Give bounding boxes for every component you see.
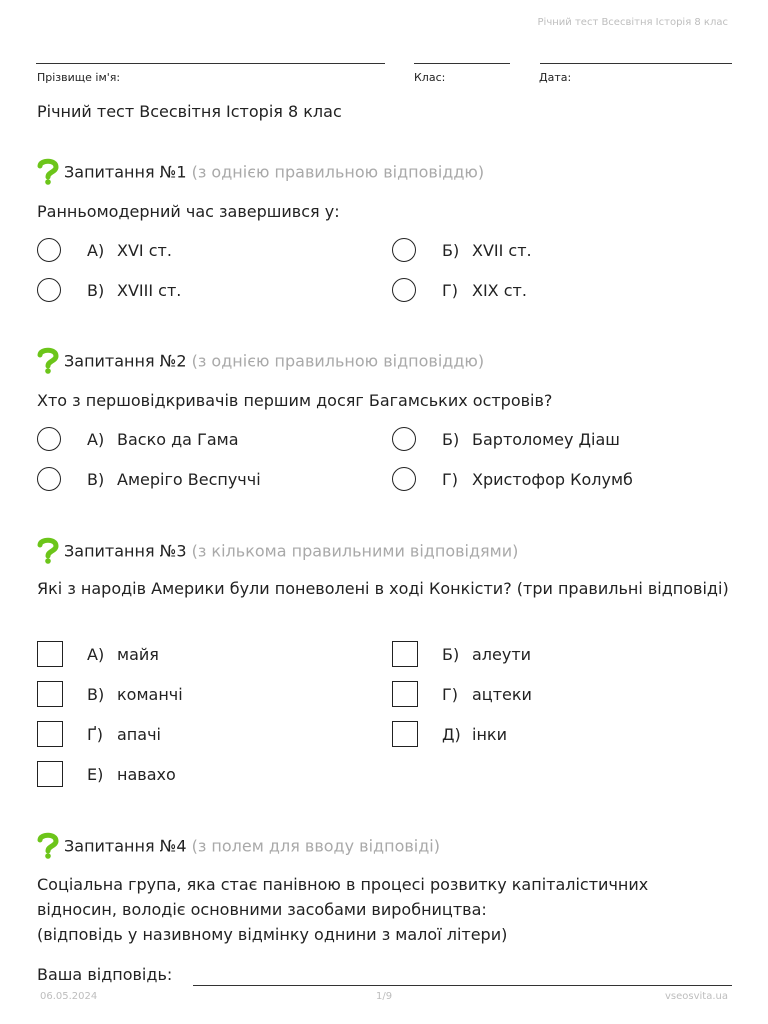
question-hint: (з однією правильною відповіддю) — [191, 162, 485, 182]
question-1-heading — [36, 157, 484, 189]
q3-option-a[interactable] — [37, 641, 159, 667]
option-letter: Г) — [442, 469, 458, 489]
q3-option-g[interactable] — [392, 681, 532, 707]
question-text-line: відносин, володіє основними засобами виробництва: — [37, 900, 487, 919]
option-text: Бартоломеу Діаш — [472, 429, 620, 449]
question-text-line: Соціальна група, яка стає панівною в процесі розвитку капіталістичних — [37, 875, 649, 894]
option-text: ацтеки — [472, 684, 532, 704]
question-title: Запитання №3 — [64, 541, 187, 561]
question-2-heading — [36, 346, 484, 378]
answer-label: Ваша відповідь: — [37, 965, 173, 984]
name-label: Прізвище ім'я: — [37, 71, 121, 84]
option-letter: Ґ) — [87, 724, 103, 744]
option-letter: Г) — [442, 280, 458, 300]
option-text: Васко да Гама — [117, 429, 239, 449]
question-4-heading — [36, 831, 440, 863]
q2-option-g[interactable] — [392, 467, 633, 491]
radio-button[interactable] — [392, 238, 416, 262]
q1-option-b[interactable] — [392, 238, 532, 262]
option-text: майя — [117, 644, 159, 664]
radio-button[interactable] — [37, 278, 61, 302]
footer-page-number: 1/9 — [376, 991, 393, 1002]
footer-site: vseosvita.ua — [665, 991, 728, 1002]
option-text: апачі — [117, 724, 161, 744]
q1-option-a[interactable] — [37, 238, 172, 262]
option-letter: Д) — [442, 724, 461, 744]
question-1-text: Ранньомодерний час завершився у: — [37, 202, 340, 221]
question-mark-icon — [36, 831, 60, 863]
option-text: XIX ст. — [472, 280, 527, 300]
option-text: команчі — [117, 684, 183, 704]
radio-button[interactable] — [37, 427, 61, 451]
radio-button[interactable] — [392, 467, 416, 491]
question-hint: (з полем для вводу відповіді) — [191, 836, 440, 856]
option-text: XVIII ст. — [117, 280, 182, 300]
checkbox[interactable] — [392, 681, 418, 707]
option-text: XVI ст. — [117, 240, 172, 260]
q3-option-b[interactable] — [392, 641, 531, 667]
option-text: Христофор Колумб — [472, 469, 633, 489]
option-letter: Е) — [87, 764, 104, 784]
question-hint: (з кількома правильними відповідями) — [191, 541, 519, 561]
option-letter: Г) — [442, 684, 458, 704]
class-label: Клас: — [414, 71, 446, 84]
date-label: Дата: — [539, 71, 572, 84]
question-title: Запитання №4 — [64, 836, 187, 856]
running-header: Річний тест Всесвітня Історія 8 клас — [537, 17, 728, 28]
q1-option-v[interactable] — [37, 278, 181, 302]
checkbox[interactable] — [392, 721, 418, 747]
option-letter: В) — [87, 280, 105, 300]
option-letter: Б) — [442, 644, 460, 664]
date-line[interactable] — [540, 63, 732, 64]
question-mark-icon — [36, 157, 60, 189]
radio-button[interactable] — [37, 238, 61, 262]
footer-date: 06.05.2024 — [40, 991, 98, 1002]
question-mark-icon — [36, 346, 60, 378]
option-text: інки — [472, 724, 507, 744]
radio-button[interactable] — [392, 278, 416, 302]
option-letter: В) — [87, 469, 105, 489]
option-text: навахо — [117, 764, 176, 784]
option-letter: А) — [87, 644, 105, 664]
q3-option-d[interactable] — [392, 721, 507, 747]
checkbox[interactable] — [37, 641, 63, 667]
q3-option-ge[interactable] — [37, 721, 161, 747]
question-hint: (з однією правильною відповіддю) — [191, 351, 485, 371]
q1-option-g[interactable] — [392, 278, 527, 302]
option-letter: А) — [87, 240, 105, 260]
question-title: Запитання №2 — [64, 351, 187, 371]
question-4-text — [37, 872, 737, 947]
question-mark-icon — [36, 536, 60, 568]
question-title: Запитання №1 — [64, 162, 187, 182]
q3-option-v[interactable] — [37, 681, 183, 707]
q2-option-b[interactable] — [392, 427, 620, 451]
class-line[interactable] — [414, 63, 510, 64]
checkbox[interactable] — [392, 641, 418, 667]
radio-button[interactable] — [392, 427, 416, 451]
option-letter: В) — [87, 684, 105, 704]
answer-input-line[interactable] — [193, 985, 732, 986]
checkbox[interactable] — [37, 681, 63, 707]
question-2-text: Хто з першовідкривачів першим досяг Багамських островів? — [37, 391, 553, 410]
option-letter: Б) — [442, 429, 460, 449]
option-text: Амеріго Веспуччі — [117, 469, 261, 489]
checkbox[interactable] — [37, 721, 63, 747]
page-title: Річний тест Всесвітня Історія 8 клас — [37, 102, 342, 121]
question-3-heading — [36, 536, 518, 568]
q2-option-v[interactable] — [37, 467, 261, 491]
option-letter: Б) — [442, 240, 460, 260]
checkbox[interactable] — [37, 761, 63, 787]
option-text: алеути — [472, 644, 532, 664]
question-3-text: Які з народів Америки були поневолені в ході Конкісти? (три правильні відповіді) — [37, 579, 729, 598]
option-letter: А) — [87, 429, 105, 449]
name-line[interactable] — [36, 63, 385, 64]
option-text: XVII ст. — [472, 240, 532, 260]
question-text-line: (відповідь у називному відмінку однини з малої літери) — [37, 925, 508, 944]
radio-button[interactable] — [37, 467, 61, 491]
q3-option-e[interactable] — [37, 761, 176, 787]
q2-option-a[interactable] — [37, 427, 239, 451]
